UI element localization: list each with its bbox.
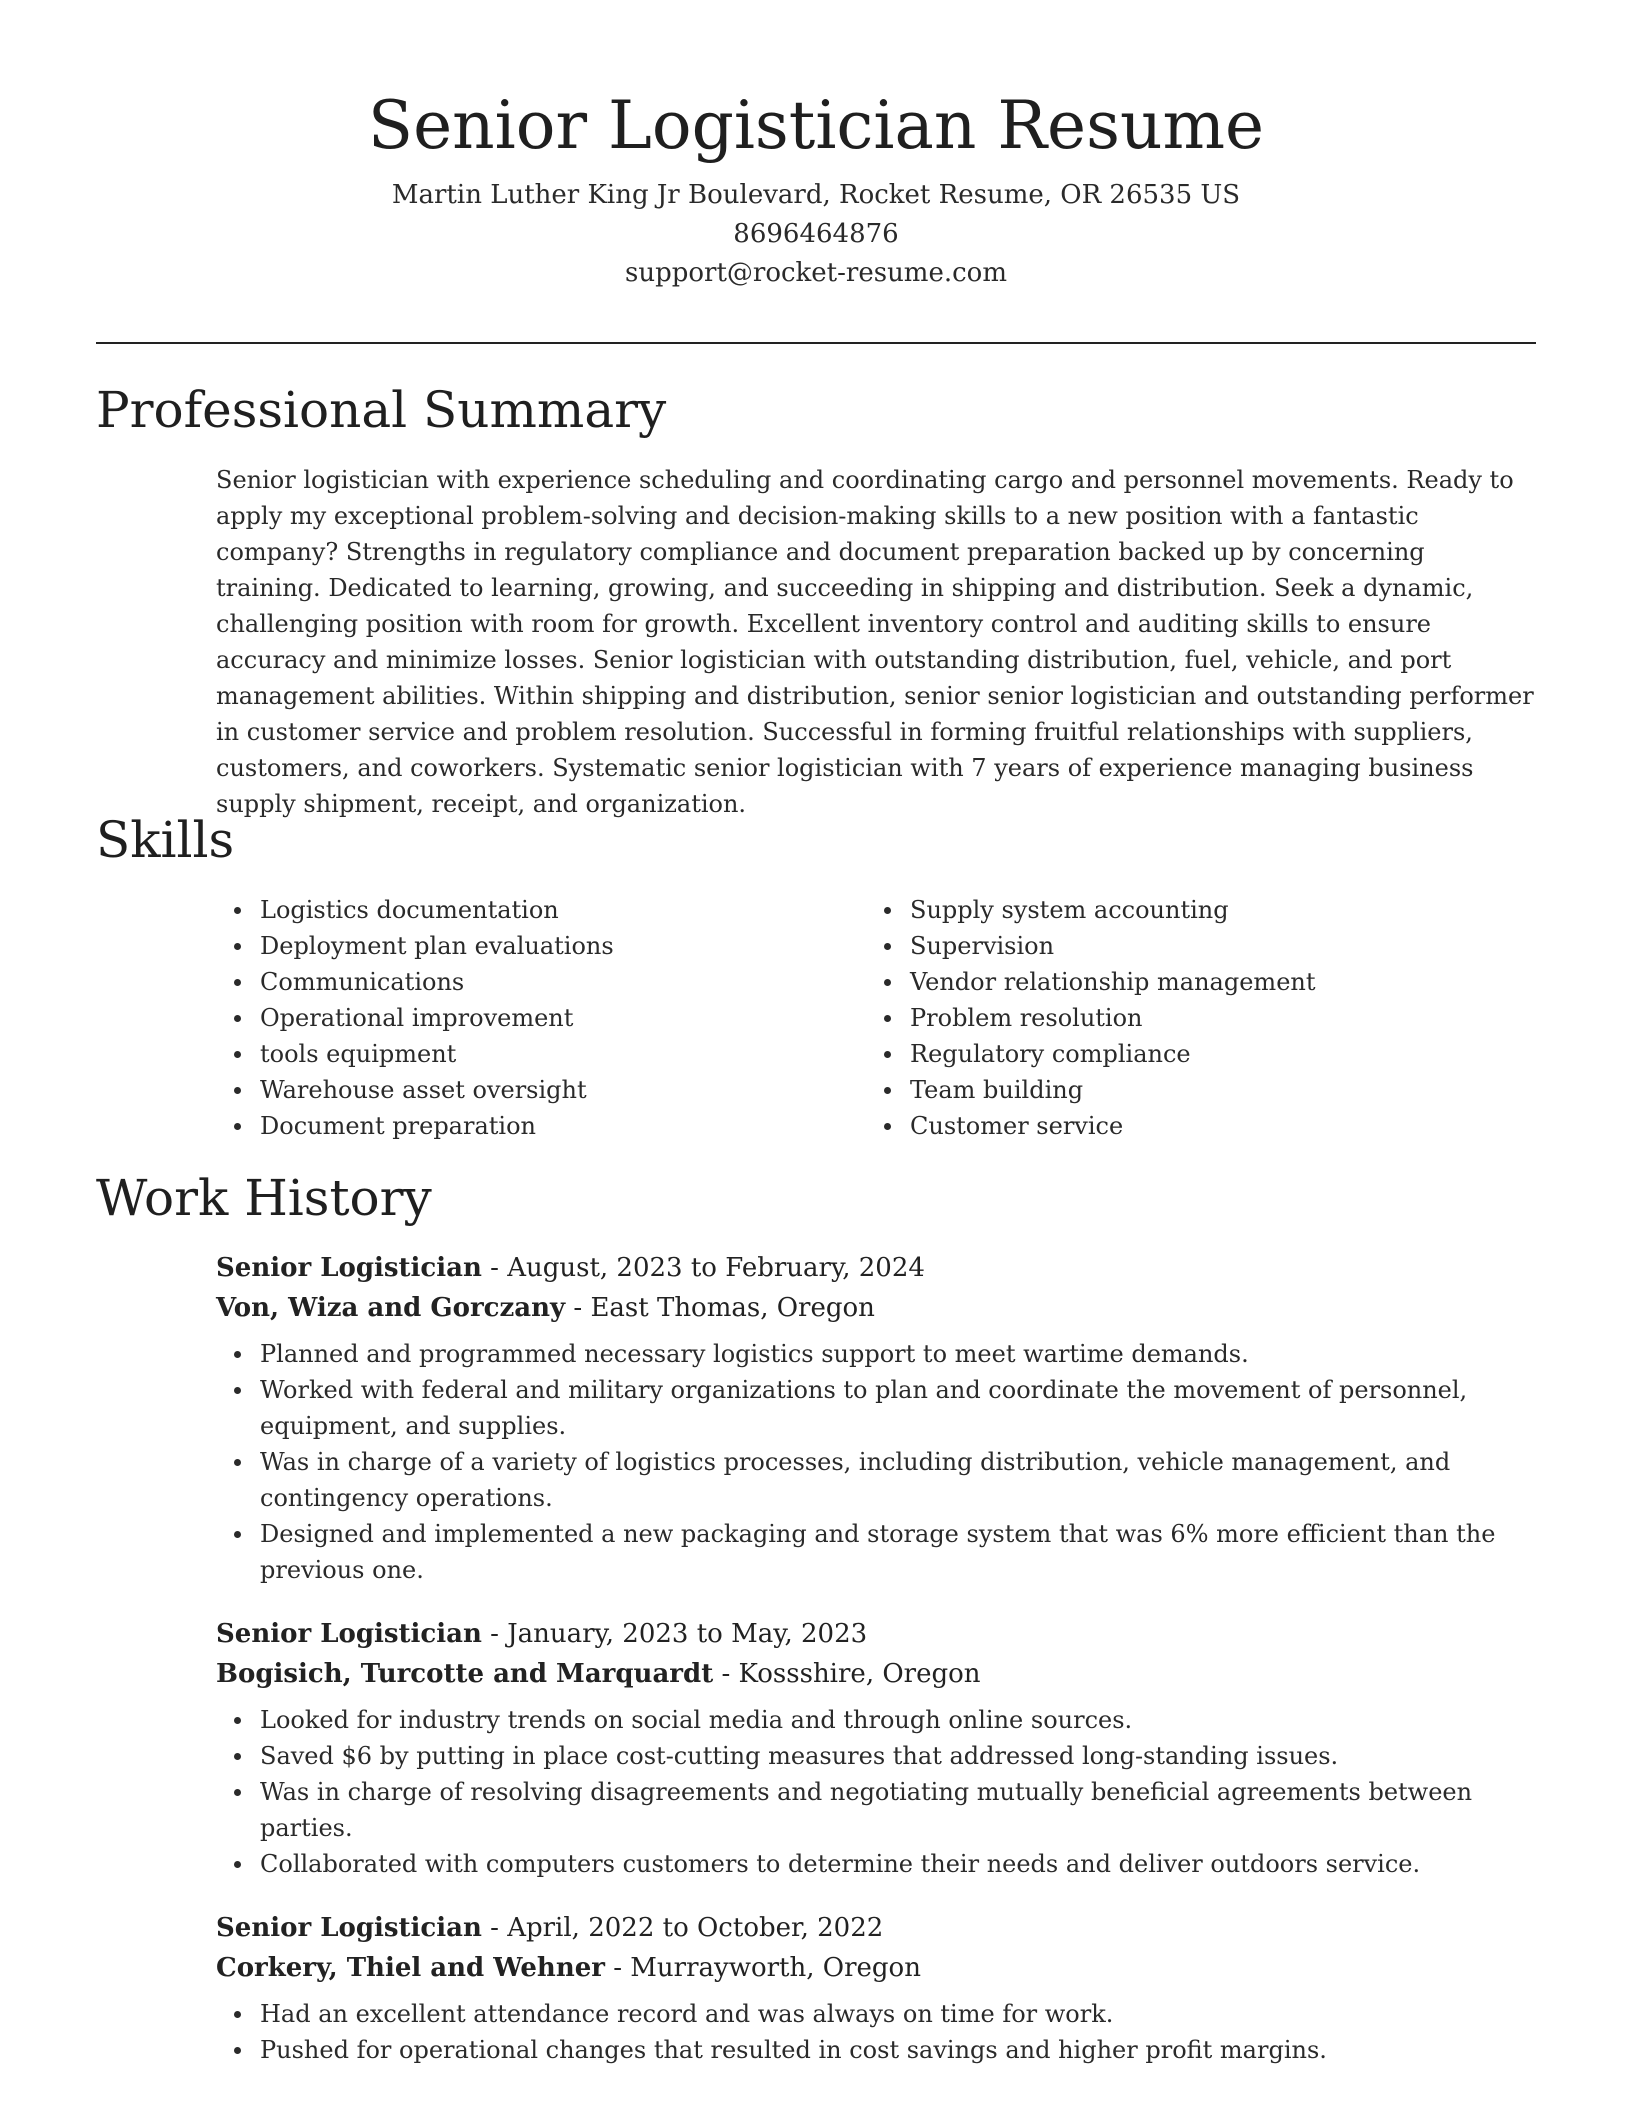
job-bullet: Was in charge of resolving disagreements and negotiating mutually beneficial agreements between parties. [260,1774,1536,1846]
job-bullet: Pushed for operational changes that resulted in cost savings and higher profit margins. [260,2032,1536,2068]
job-bullet: Had an excellent attendance record and was always on time for work. [260,1996,1536,2032]
job-bullet: Was in charge of a variety of logistics processes, including distribution, vehicle management, and contingency operations. [260,1444,1536,1516]
job-company-line [216,1288,1536,1328]
summary-text: Senior logistician with experience scheduling and coordinating cargo and personnel movements. Ready to apply my exceptional problem-solving and decision-making skills to a new position with a fantastic company? Strengths in regulatory compliance and document preparation backed up by concerning training. Dedicated to learning, growing, and succeeding in shipping and distribution. Seek a dynamic, challenging position with room for growth. Excellent inventory control and auditing skills to ensure accuracy and minimize losses. Senior logistician with outstanding distribution, fuel, vehicle, and port management abilities. Within shipping and distribution, senior senior logistician and outstanding performer in customer service and problem resolution. Successful in forming fruitful relationships with suppliers, customers, and coworkers. Systematic senior logistician with 7 years of experience managing business supply shipment, receipt, and organization. [216,466,1534,818]
job-title-line [216,1908,1536,1948]
skill-item: Customer service [910,1108,1530,1144]
job-title: Senior Logistician [216,1253,482,1283]
section-title-skills: Skills [96,811,235,869]
section-title-work-history: Work History [96,1169,432,1227]
job-location: East Thomas, Oregon [590,1293,875,1323]
job-entry [216,1908,1536,2068]
job-bullet: Collaborated with computers customers to determine their needs and deliver outdoors service. [260,1846,1536,1882]
skill-item: Warehouse asset oversight [260,1072,860,1108]
job-title: Senior Logistician [216,1619,482,1649]
contact-phone: 8696464876 [733,219,899,249]
skill-item: Document preparation [260,1108,860,1144]
separator: - [481,1619,508,1649]
job-bullet-list [216,1996,1536,2068]
job-dates: April, 2022 to October, 2022 [507,1913,884,1943]
contact-address: Martin Luther King Jr Boulevard, Rocket Resume, OR 26535 US [391,180,1241,210]
skill-item: Team building [910,1072,1530,1108]
job-bullet-list [216,1336,1536,1588]
contact-email: support@rocket-resume.com [624,258,1007,288]
job-company: Von, Wiza and Gorczany [216,1293,566,1323]
separator: - [604,1953,631,1983]
job-bullet: Saved $6 by putting in place cost-cutting measures that addressed long-standing issues. [260,1738,1536,1774]
job-location: Kossshire, Oregon [738,1659,981,1689]
header-divider [96,342,1536,344]
job-bullet: Worked with federal and military organizations to plan and coordinate the movement of personnel, equipment, and supplies. [260,1372,1536,1444]
job-location: Murrayworth, Oregon [630,1953,921,1983]
job-dates: August, 2023 to February, 2024 [507,1253,925,1283]
job-title: Senior Logistician [216,1913,482,1943]
skill-item: Supervision [910,928,1530,964]
job-bullet-list [216,1702,1536,1882]
job-dates: January, 2023 to May, 2023 [507,1619,868,1649]
resume-header [0,0,1632,293]
skill-item: Supply system accounting [910,892,1530,928]
skill-item: Regulatory compliance [910,1036,1530,1072]
job-company-line [216,1654,1536,1694]
job-title-line [216,1614,1536,1654]
job-title-line [216,1248,1536,1288]
skills-list-right [910,892,1530,1144]
skills-list-left [260,892,860,1144]
job-entry [216,1614,1536,1882]
separator: - [713,1659,739,1689]
job-bullet: Planned and programmed necessary logistics support to meet wartime demands. [260,1336,1536,1372]
job-bullet: Designed and implemented a new packaging and storage system that was 6% more efficient than the previous one. [260,1516,1536,1588]
separator: - [481,1253,508,1283]
skill-item: Logistics documentation [260,892,860,928]
job-company-line [216,1948,1536,1988]
job-bullet: Looked for industry trends on social media and through online sources. [260,1702,1536,1738]
skill-item: Operational improvement [260,1000,860,1036]
separator: - [565,1293,591,1323]
work-history-list [216,1248,1536,2094]
section-title-summary: Professional Summary [96,381,667,439]
page-title: Senior Logistician Resume [367,87,1265,164]
skill-item: Communications [260,964,860,1000]
job-company: Corkery, Thiel and Wehner [216,1953,605,1983]
separator: - [481,1913,508,1943]
skill-item: Vendor relationship management [910,964,1530,1000]
skill-item: Deployment plan evaluations [260,928,860,964]
skill-item: tools equipment [260,1036,860,1072]
skill-item: Problem resolution [910,1000,1530,1036]
job-entry [216,1248,1536,1588]
job-company: Bogisich, Turcotte and Marquardt [216,1659,714,1689]
